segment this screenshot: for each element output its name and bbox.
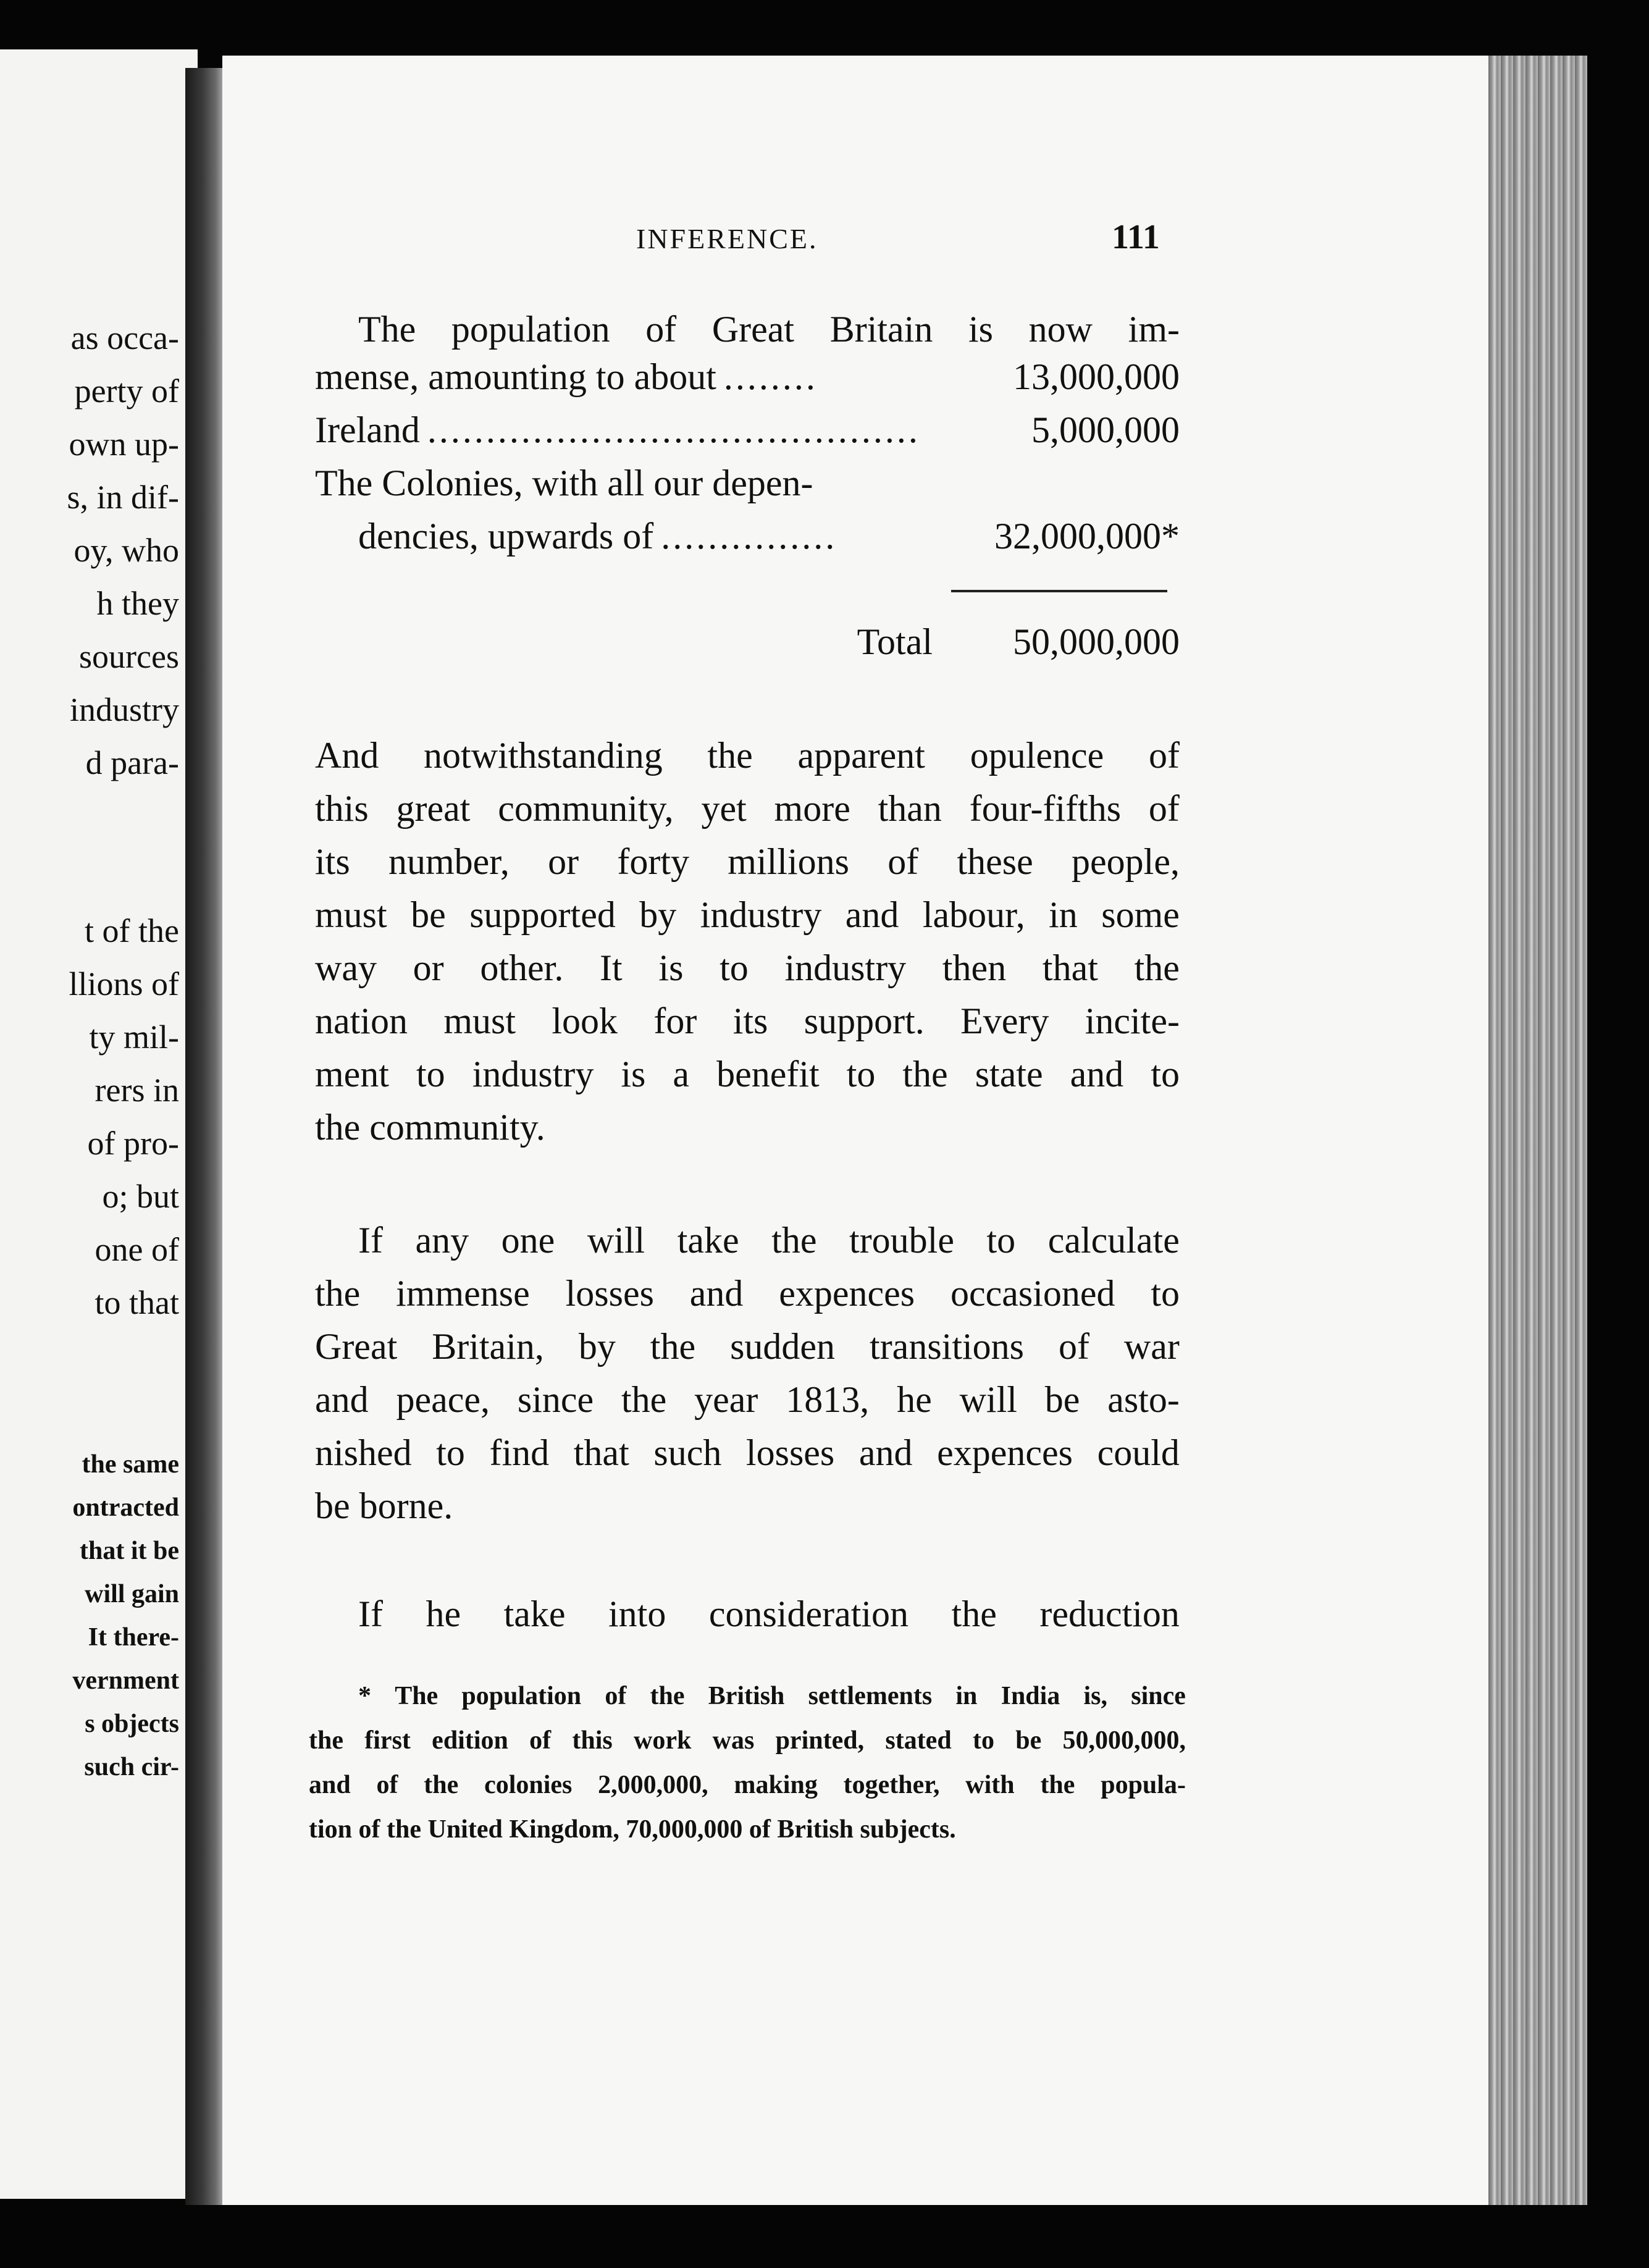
text-line: If any one will take the trouble to calculate bbox=[358, 1220, 1180, 1261]
paragraph-reduction bbox=[315, 1587, 1180, 1640]
row-value: 13,000,000 bbox=[1013, 356, 1180, 397]
paragraph-population-intro bbox=[315, 303, 1180, 356]
text-line: Great Britain, by the sudden transitions of war bbox=[315, 1326, 1180, 1367]
population-row-dependencies bbox=[315, 515, 1180, 568]
population-table bbox=[315, 356, 1180, 568]
facing-page-left bbox=[0, 49, 198, 2199]
left-fragment-line: one of bbox=[94, 1231, 179, 1268]
text-line: nation must look for its support. Every incite- bbox=[315, 1001, 1180, 1041]
text-line: The population of Great Britain is now im- bbox=[358, 309, 1180, 350]
text-line: If he take into consideration the reduction bbox=[358, 1594, 1180, 1634]
left-fragment-line: rers in bbox=[94, 1072, 179, 1109]
text-line: must be supported by industry and labour, in some bbox=[315, 894, 1180, 935]
footnote-line: the first edition of this work was printed, stated to be 50,000,000, bbox=[309, 1726, 1186, 1755]
row-label: The Colonies, with all our depen- bbox=[315, 463, 813, 503]
left-fragment-line: d para- bbox=[85, 744, 179, 781]
footnote-line: and of the colonies 2,000,000, making together, with the popula- bbox=[309, 1771, 1186, 1799]
row-leader-dots: ............... bbox=[661, 516, 837, 556]
footnote-line: * The population of the British settlements in India is, since bbox=[358, 1682, 1186, 1710]
text-line: nished to find that such losses and expences could bbox=[315, 1432, 1180, 1473]
left-fragment-small-line: vernment bbox=[72, 1666, 179, 1695]
total-value: 50,000,000 bbox=[1013, 621, 1180, 662]
row-leader-dots: ........ bbox=[723, 356, 818, 397]
left-fragment-line: t of the bbox=[85, 912, 179, 949]
page-fore-edge bbox=[1488, 56, 1587, 2205]
running-head: INFERENCE. bbox=[636, 223, 818, 254]
left-fragment-line: own up- bbox=[69, 426, 179, 463]
text-line: and peace, since the year 1813, he will be asto- bbox=[315, 1379, 1180, 1420]
text-line: And notwithstanding the apparent opulence of bbox=[315, 735, 1180, 776]
text-line: the community. bbox=[315, 1107, 545, 1148]
text-line: the immense losses and expences occasioned to bbox=[315, 1273, 1180, 1314]
left-fragment-small-line: that it be bbox=[80, 1537, 179, 1565]
left-fragment-line: ty mil- bbox=[89, 1018, 179, 1056]
text-line: be borne. bbox=[315, 1485, 453, 1526]
paragraph-losses bbox=[315, 1214, 1180, 1532]
row-label: Ireland bbox=[315, 410, 420, 450]
text-line: way or other. It is to industry then that the bbox=[315, 947, 1180, 988]
row-value: 32,000,000* bbox=[994, 516, 1180, 556]
population-row-great-britain bbox=[315, 356, 1180, 409]
left-fragment-line: h they bbox=[96, 585, 179, 622]
text-line: ment to industry is a benefit to the state and to bbox=[315, 1054, 1180, 1094]
left-fragment-line: industry bbox=[69, 691, 179, 728]
footnote-line: tion of the United Kingdom, 70,000,000 of British subjects. bbox=[309, 1815, 956, 1844]
left-fragment-small-line: such cir- bbox=[84, 1753, 179, 1781]
footnote bbox=[309, 1674, 1186, 1852]
text-line: its number, or forty millions of these people, bbox=[315, 841, 1180, 882]
left-fragment-line: o; but bbox=[102, 1178, 179, 1215]
left-fragment-line: oy, who bbox=[73, 532, 179, 569]
row-leader-dots: .......................................... bbox=[427, 410, 920, 450]
left-fragment-small-line: s objects bbox=[85, 1710, 179, 1738]
row-label: dencies, upwards of bbox=[358, 516, 654, 556]
left-fragment-line: s, in dif- bbox=[67, 479, 179, 516]
row-value: 5,000,000 bbox=[1031, 410, 1180, 450]
left-fragment-line: to that bbox=[94, 1284, 179, 1321]
total-rule bbox=[951, 590, 1167, 592]
left-fragment-line: as occa- bbox=[70, 319, 179, 356]
population-row-colonies bbox=[315, 462, 1180, 515]
left-fragment-line: of pro- bbox=[87, 1125, 179, 1162]
total-label: Total bbox=[857, 621, 933, 662]
text-line: this great community, yet more than four-fifths of bbox=[315, 788, 1180, 829]
population-total-row bbox=[315, 621, 1180, 674]
left-fragment-line: perty of bbox=[74, 372, 179, 410]
page-number: 111 bbox=[1112, 218, 1160, 256]
left-fragment-line: llions of bbox=[69, 965, 179, 1002]
left-fragment-small-line: It there- bbox=[88, 1623, 179, 1652]
population-row-ireland bbox=[315, 409, 1180, 462]
left-fragment-small-line: the same bbox=[82, 1450, 179, 1479]
left-fragment-small-line: will gain bbox=[85, 1580, 179, 1608]
left-fragment-line: sources bbox=[79, 638, 179, 675]
row-label: mense, amounting to about bbox=[315, 356, 716, 397]
left-fragment-small-line: ontracted bbox=[72, 1493, 179, 1522]
paragraph-industry bbox=[315, 729, 1180, 1154]
